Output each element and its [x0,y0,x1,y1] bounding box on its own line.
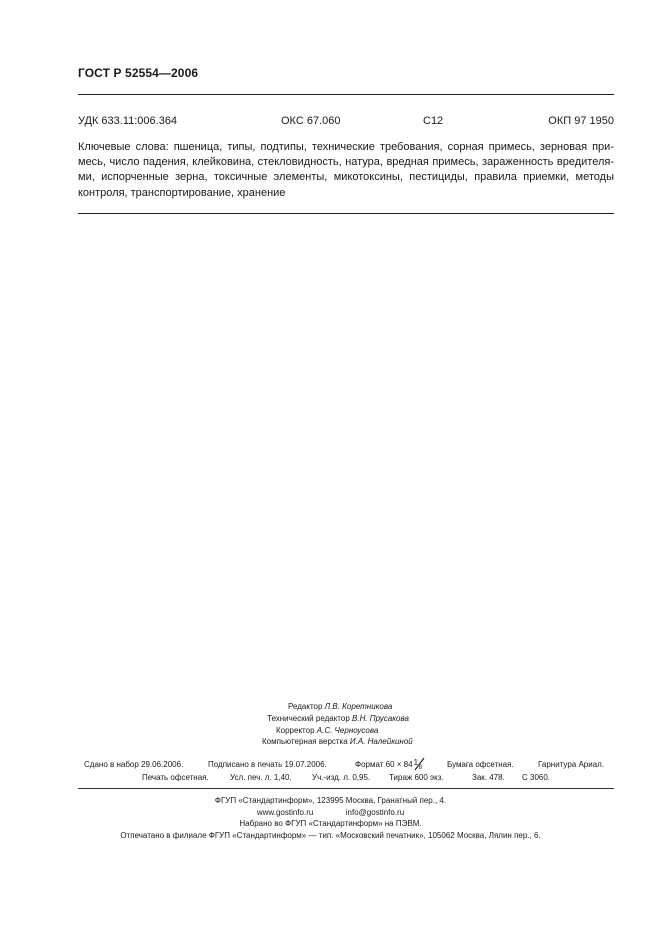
keywords-line: месь, число падения, клейковина, стекловидность, натура, вредная примесь, зараженность вредителя- [78,156,614,169]
typeset-info: Набрано во ФГУП «Стандартинформ» на ПЭВМ. [239,819,422,828]
keywords-paragraph [78,140,614,201]
publisher-contacts [0,808,661,817]
editor-credit [288,702,392,711]
corrector-name: А.С. Черноусова [316,726,379,735]
udk-code: УДК 633.11:006.364 [78,115,178,127]
keywords-line: контроля, транспортирование, хранение [78,186,286,199]
group-code: С12 [423,115,444,127]
printed-info: Отпечатано в филиале ФГУП «Стандартинформ» — тип. «Московский печатник», 105062 Москва, Лялин пер., 6. [120,831,541,840]
keywords-line: Ключевые слова: пшеница, типы, подтипы, технические требования, сорная примесь, зерновая при- [78,141,614,153]
classification-row [78,115,614,131]
layout-credit [262,737,413,746]
tech-editor-label: Технический редактор [267,714,350,723]
okp-code: ОКП 97 1950 [548,115,614,127]
format-fraction [413,760,427,770]
print-info-row-1 [84,760,614,772]
corrector-credit [276,726,378,735]
publisher-divider [78,788,614,789]
publisher-email: info@gostinfo.ru [345,808,405,817]
publisher-website: www.gostinfo.ru [256,808,314,817]
order-number: Зак. 478. [472,773,505,782]
editor-name: Л.В. Коретникова [324,702,393,711]
font-type: Гарнитура Ариал. [538,760,605,769]
editor-label: Редактор [288,702,323,711]
oks-code: ОКС 67.060 [281,115,341,127]
tech-editor-name: В.Н. Прусакова [352,714,409,723]
print-info-row-2 [142,773,592,785]
format-denominator: 8 [418,765,422,771]
layout-label: Компьютерная верстка [262,737,348,746]
paper-type: Бумага офсетная. [447,760,514,769]
printing-type: Печать офсетная. [142,773,209,782]
signed-date: Подписано в печать 19.07.2006. [208,760,327,769]
standard-number: ГОСТ Р 52554—2006 [78,66,199,80]
format-numerator: 1 [413,758,419,767]
format-label: Формат 60 × 84 [355,760,413,769]
submitted-date: Сдано в набор 29.06.2006. [84,760,184,769]
corrector-label: Корректор [276,726,315,735]
publisher-address: ФГУП «Стандартинформ», 123995 Москва, Гранатный пер., 4. [214,796,447,805]
print-code: С 3060. [522,773,551,782]
conventional-sheets: Усл. печ. л. 1,40. [230,773,292,782]
bottom-divider [78,213,614,214]
circulation: Тираж 600 экз. [389,773,444,782]
keywords-line: ми, испорченные зерна, токсичные элементы, микотоксины, пестициды, правила приемки, методы [78,171,614,184]
tech-editor-credit [267,714,409,723]
layout-name: И.А. Налейкиной [349,737,413,746]
format [355,758,422,771]
publishing-sheets: Уч.-изд. л. 0,95. [312,773,371,782]
top-divider [78,94,614,95]
